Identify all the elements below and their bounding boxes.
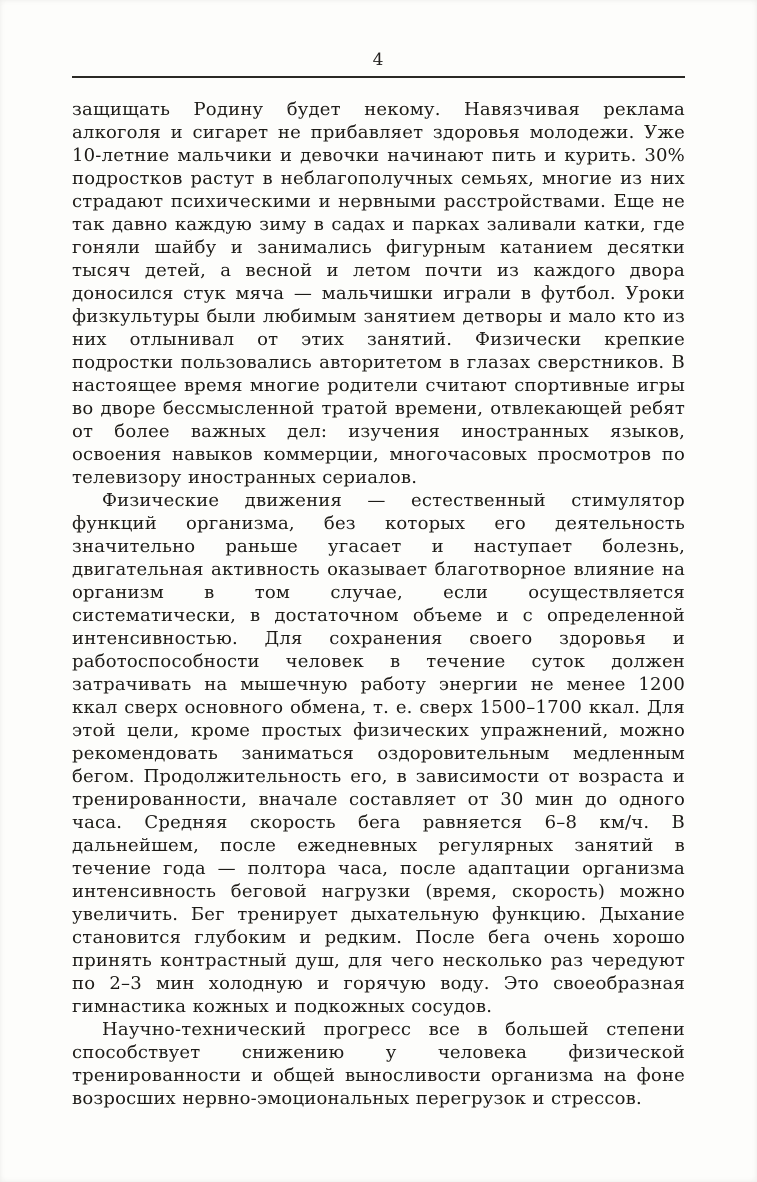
- paragraph: Научно-технический прогресс все в большей степени способствует снижению у человека физической тренированности и общей выносливости организма на фоне возросших нервно-эмоциональных перегрузок и стрессов.: [72, 1019, 685, 1109]
- paragraph: Физические движения — естественный стимулятор функций организма, без которых его деятельность значительно раньше угасает и наступает болезнь, двигательная активность оказывает благотворное влияние на организм в том случае, если осуществляется систематически, в достаточном объеме и с определенной интенсивностью. Для сохранения своего здоровья и работоспособности человек в течение суток должен затрачивать на мышечную работу энергии не менее 1200 ккал сверх основного обмена, т. е. сверх 1500–1700 ккал. Для этой цели, кроме простых физических упражнений, можно рекомендовать заниматься оздоровительным медленным бегом. Продолжительность его, в зависимости от возраста и тренированности, вначале составляет от 30 мин до одного часа. Средняя скорость бега равняется 6–8 км/ч. В дальнейшем, после ежедневных регулярных занятий в течение года — полтора часа, после адаптации организма интенсивность беговой нагрузки (время, скорость) можно увеличить. Бег тренирует дыхательную функцию. Дыхание становится глубоким и редким. После бега очень хорошо принять контрастный душ, для чего несколько раз чередуют по 2–3 мин холодную и горячую воду. Это своеобразная гимнастика кожных и подкожных сосудов.: [72, 490, 685, 1017]
- page-number: 4: [372, 50, 385, 70]
- page-header: [72, 0, 685, 78]
- text-block: [72, 98, 685, 1110]
- paragraph: защищать Родину будет некому. Навязчивая реклама алкоголя и сигарет не прибавляет здоровья молодежи. Уже 10-летние мальчики и девочки начинают пить и курить. 30% подростков растут в неблагополучных семьях, многие из них страдают психическими и нервными расстройствами. Еще не так давно каждую зиму в садах и парках заливали катки, где гоняли шайбу и занимались фигурным катанием десятки тысяч детей, а весной и летом почти из каждого двора доносился стук мяча — мальчишки играли в футбол. Уроки физкультуры были любимым занятием детворы и мало кто из них отлынивал от этих занятий. Физически крепкие подростки пользовались авторитетом в глазах сверстников. В настоящее время многие родители считают спортивные игры во дворе бессмысленной тратой времени, отвлекающей ребят от более важных дел: изучения иностранных языков, освоения навыков коммерции, многочасовых просмотров по телевизору иностранных сериалов.: [72, 99, 685, 488]
- header-rule: [72, 76, 685, 78]
